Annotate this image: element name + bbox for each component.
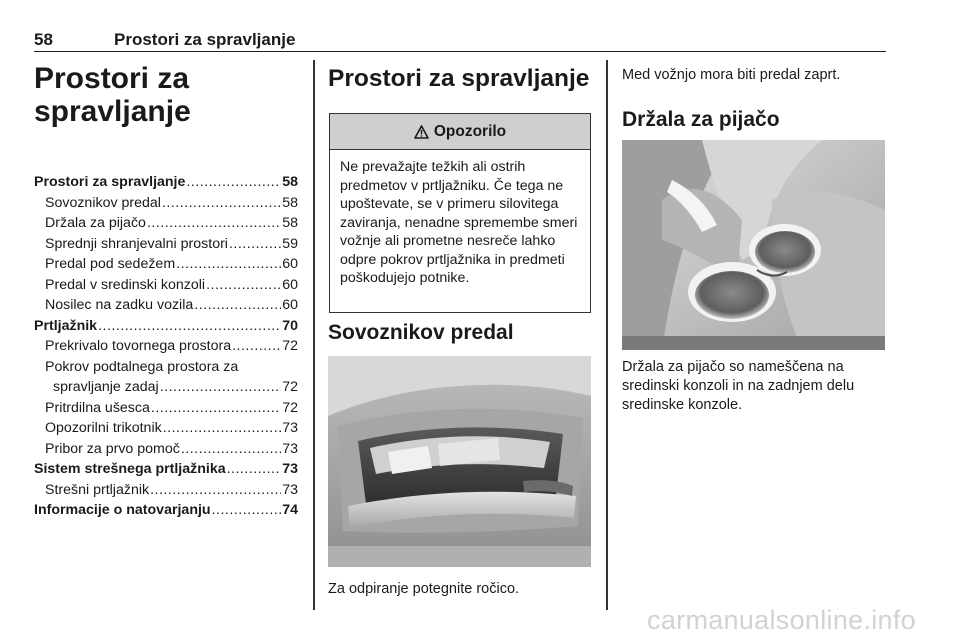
toc-entry[interactable] (34, 377, 298, 398)
toc-dot-leader (151, 398, 281, 419)
table-of-contents (34, 172, 298, 521)
toc-entry-page: 72 (282, 399, 298, 416)
toc-entry[interactable]: Pokrov podtalnega prostora za (45, 358, 239, 375)
chapter-title: Prostori za spravljanje (34, 62, 191, 128)
toc-entry-page: 73 (282, 481, 298, 498)
toc-entry-page: 70 (282, 317, 298, 334)
toc-entry-label: Držala za pijačo (45, 215, 146, 231)
toc-dot-leader (212, 500, 282, 521)
toc-dot-leader (176, 254, 281, 275)
warning-text: Ne prevažajte težkih ali ostrih predmetov v prtljažniku. Če tega ne upoštevate, se v primeru silovitega zaviranja, nenadne spremembe smeri vožnje ali prometne nesreče lahko odpre pokrov prtljažnika in predmeti poškodujejo potnike. (340, 159, 578, 286)
column-divider (313, 60, 315, 610)
toc-entry-page: 74 (282, 502, 298, 518)
toc-entry[interactable] (34, 275, 298, 296)
toc-entry[interactable] (34, 336, 298, 357)
toc-dot-leader (181, 439, 281, 460)
toc-entry-label: Informacije o natovarjanju (34, 502, 211, 518)
toc-entry[interactable] (34, 439, 298, 460)
glovebox-heading: Sovoznikov predal (328, 321, 514, 344)
toc-entry-label: Sovoznikov predal (45, 194, 161, 211)
warning-box (329, 113, 591, 313)
toc-entry-label: Pribor za prvo pomoč (45, 440, 180, 457)
toc-dot-leader (232, 336, 281, 357)
toc-entry-label: Prostori za spravljanje (34, 174, 186, 190)
toc-entry[interactable] (34, 295, 298, 316)
toc-entry-label: Prtljažnik (34, 317, 98, 334)
toc-dot-leader (227, 459, 282, 480)
toc-entry[interactable] (34, 459, 298, 480)
toc-entry-page: 73 (282, 420, 298, 436)
watermark: carmanualsonline.info (647, 605, 916, 635)
toc-entry-page: 73 (282, 461, 298, 477)
toc-dot-leader (206, 275, 281, 296)
toc-entry-label: Sistem strešnega prtljažnika (34, 461, 226, 477)
toc-entry-label: Prekrivalo tovornega prostora (45, 338, 232, 354)
warning-triangle-icon (414, 125, 429, 139)
toc-entry-label: Predal v sredinski konzoli (45, 276, 206, 293)
toc-entry-label: Strešni prtljažnik (45, 481, 150, 498)
toc-entry[interactable] (34, 418, 298, 439)
intro-paragraph: Med vožnjo mora biti predal zaprt. (622, 67, 841, 83)
toc-dot-leader (194, 295, 281, 316)
toc-entry[interactable] (34, 398, 298, 419)
toc-entry-page: 60 (282, 297, 298, 313)
cupholder-photo (622, 140, 885, 350)
toc-entry-label: Predal pod sedežem (45, 256, 176, 272)
glovebox-caption: Za odpiranje potegnite ročico. (328, 581, 520, 597)
toc-entry-page: 72 (282, 338, 298, 354)
toc-entry[interactable] (34, 193, 298, 214)
toc-dot-leader (229, 234, 281, 255)
toc-entry[interactable] (34, 234, 298, 255)
toc-entry-label: Sprednji shranjevalni prostori (45, 235, 228, 252)
cupholder-caption: Držala za pijačo so nameščena na sredinski konzoli in na zadnjem delu sredinske konzole. (622, 359, 855, 413)
toc-entry-page: 58 (282, 215, 298, 231)
toc-entry[interactable] (34, 316, 298, 337)
toc-entry[interactable] (34, 500, 298, 521)
running-header-title: Prostori za spravljanje (114, 30, 296, 49)
toc-entry[interactable] (34, 254, 298, 275)
toc-entry[interactable] (34, 480, 298, 501)
toc-entry[interactable] (34, 213, 298, 234)
toc-dot-leader (147, 213, 281, 234)
toc-dot-leader (160, 377, 282, 398)
toc-entry-page: 58 (282, 174, 298, 190)
toc-entry-page: 58 (282, 194, 298, 211)
toc-dot-leader (163, 418, 282, 439)
toc-entry-label: Pritrdilna ušesca (45, 399, 150, 416)
toc-entry-page: 60 (282, 276, 298, 293)
toc-entry-page: 59 (282, 235, 298, 252)
toc-dot-leader (150, 480, 281, 501)
page-number: 58 (34, 30, 53, 49)
column-divider (606, 60, 608, 610)
toc-entry-label: Nosilec na zadku vozila (45, 297, 194, 313)
warning-header (330, 114, 590, 150)
toc-entry[interactable] (34, 172, 298, 193)
toc-entry-label: spravljanje zadaj (53, 379, 159, 395)
toc-entry-label: Opozorilni trikotnik (45, 420, 162, 436)
toc-entry-page: 73 (282, 440, 298, 457)
warning-heading: Opozorilo (433, 122, 507, 140)
toc-dot-leader (162, 193, 281, 214)
toc-entry-page: 72 (282, 379, 298, 395)
section-title: Prostori za spravljanje (328, 65, 590, 92)
toc-dot-leader (98, 316, 281, 337)
running-header (34, 28, 886, 52)
toc-dot-leader (186, 172, 281, 193)
cupholder-heading: Držala za pijačo (622, 108, 780, 131)
glovebox-photo (328, 356, 591, 567)
toc-entry-page: 60 (282, 256, 298, 272)
